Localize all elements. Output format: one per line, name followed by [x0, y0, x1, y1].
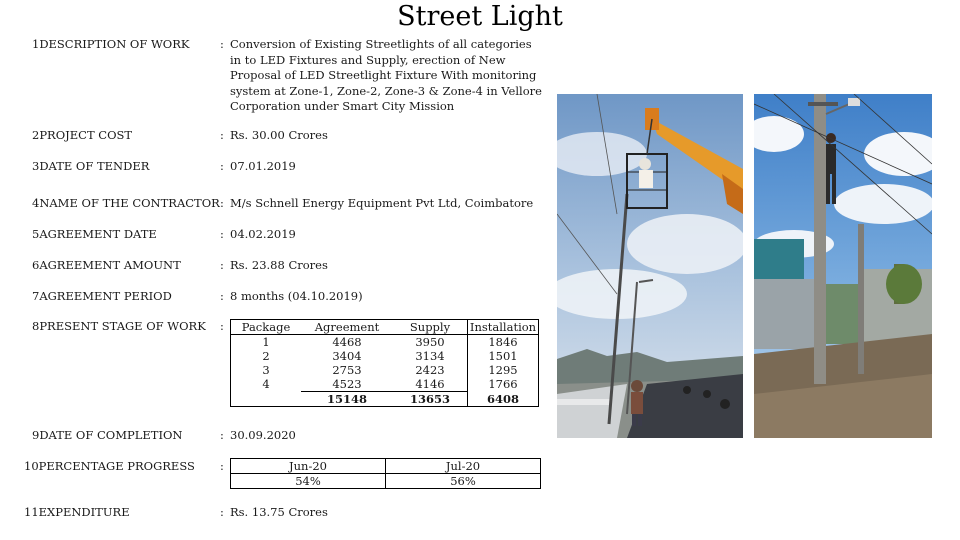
- header-package: Package: [231, 320, 302, 335]
- value-agreement-period: 8 months (04.10.2019): [230, 289, 363, 303]
- row-project-cost: [0, 128, 560, 144]
- cell-total-agreement: 15148: [301, 392, 393, 407]
- cell-agreement: 2753: [332, 363, 362, 377]
- label-present-stage: 8PRESENT STAGE OF WORK: [32, 319, 206, 333]
- colon: :: [220, 459, 224, 473]
- cell-installation: 1766: [468, 377, 539, 392]
- row-date-of-completion: [0, 428, 560, 444]
- label-agreement-amount: 6AGREEMENT AMOUNT: [32, 258, 181, 272]
- progress-percent-row: [231, 474, 541, 489]
- cell-agreement: 4523: [332, 377, 362, 391]
- label-percentage-progress: 10PERCENTAGE PROGRESS: [24, 459, 195, 473]
- colon: :: [220, 428, 224, 442]
- value-project-cost: Rs. 30.00 Crores: [230, 128, 328, 142]
- progress-percent: 56%: [386, 474, 541, 489]
- value-expenditure: Rs. 13.75 Crores: [230, 505, 328, 519]
- colon: :: [220, 505, 224, 519]
- progress-month: Jul-20: [386, 459, 541, 474]
- label-contractor: 4NAME OF THE CONTRACTOR: [32, 196, 220, 210]
- colon: :: [220, 289, 224, 303]
- cell-installation: 1295: [468, 363, 539, 377]
- row-contractor: [0, 196, 560, 212]
- cell-package: 4: [262, 377, 270, 392]
- header-supply: Supply: [393, 320, 468, 335]
- cell-agreement: 4468: [332, 335, 362, 349]
- cell-package: 3: [262, 363, 270, 377]
- progress-month: Jun-20: [231, 459, 386, 474]
- colon: :: [220, 37, 224, 51]
- row-agreement-period: [0, 289, 560, 305]
- pole-installation-image: [754, 94, 932, 438]
- table-header-row: [231, 320, 539, 335]
- cell-supply: 4146: [415, 377, 445, 391]
- colon: :: [220, 159, 224, 173]
- cell-package: 2: [262, 349, 270, 363]
- table-total-row: [231, 392, 539, 407]
- crane-installation-image: [557, 94, 743, 438]
- row-date-of-tender: [0, 159, 560, 175]
- cell-total-installation: 6408: [468, 392, 539, 407]
- label-project-cost: 2PROJECT COST: [32, 128, 133, 142]
- label-agreement-date: 5AGREEMENT DATE: [32, 227, 157, 241]
- cell-total-supply: 13653: [393, 392, 468, 407]
- table-row: [231, 377, 539, 392]
- label-agreement-period: 7AGREEMENT PERIOD: [32, 289, 172, 303]
- row-present-stage: [0, 319, 230, 335]
- value-agreement-amount: Rs. 23.88 Crores: [230, 258, 328, 272]
- table-row: [231, 349, 539, 363]
- row-agreement-amount: [0, 258, 560, 274]
- page-title: Street Light: [397, 1, 563, 32]
- row-percentage-progress: [0, 459, 230, 475]
- cell-total-package: [231, 392, 302, 407]
- header-installation: Installation: [468, 320, 539, 335]
- colon: :: [220, 196, 224, 210]
- label-expenditure: 11EXPENDITURE: [24, 505, 130, 519]
- row-description-of-work: [0, 37, 560, 117]
- row-expenditure: [0, 505, 560, 521]
- value-agreement-date: 04.02.2019: [230, 227, 296, 241]
- colon: :: [220, 258, 224, 272]
- percentage-progress-table: [230, 458, 541, 489]
- value-date-of-tender: 07.01.2019: [230, 159, 296, 173]
- cell-package: 1: [262, 335, 270, 349]
- cell-supply: 3134: [415, 349, 445, 363]
- table-row: [231, 335, 539, 350]
- value-date-of-completion: 30.09.2020: [230, 428, 296, 442]
- table-row: [231, 363, 539, 377]
- value-description-of-work: Conversion of Existing Streetlights of all categories in to LED Fixtures and Supply, erection of New Proposal of LED Streetlight Fixture With monitoring system at Zone-1, Zone-2, Zone-3 & Zone-4 in Vellore Corporation under Smart City Mission: [230, 37, 542, 113]
- present-stage-table: [230, 319, 539, 407]
- cell-supply: 2423: [415, 363, 445, 377]
- label-date-of-tender: 3DATE OF TENDER: [32, 159, 150, 173]
- progress-percent: 54%: [231, 474, 386, 489]
- photo-pole-installation: [754, 94, 932, 438]
- value-contractor: M/s Schnell Energy Equipment Pvt Ltd, Coimbatore: [230, 196, 534, 210]
- colon: :: [220, 319, 224, 333]
- photo-crane-installation: [557, 94, 743, 438]
- colon: :: [220, 227, 224, 241]
- label-date-of-completion: 9DATE OF COMPLETION: [32, 428, 183, 442]
- header-agreement: Agreement: [301, 320, 393, 335]
- cell-installation: 1501: [468, 349, 539, 363]
- progress-month-row: [231, 459, 541, 474]
- cell-agreement: 3404: [332, 349, 362, 363]
- colon: :: [220, 128, 224, 142]
- cell-supply: 3950: [415, 335, 445, 349]
- cell-installation: 1846: [468, 335, 539, 350]
- label-description-of-work: 1DESCRIPTION OF WORK: [32, 37, 190, 51]
- row-agreement-date: [0, 227, 560, 243]
